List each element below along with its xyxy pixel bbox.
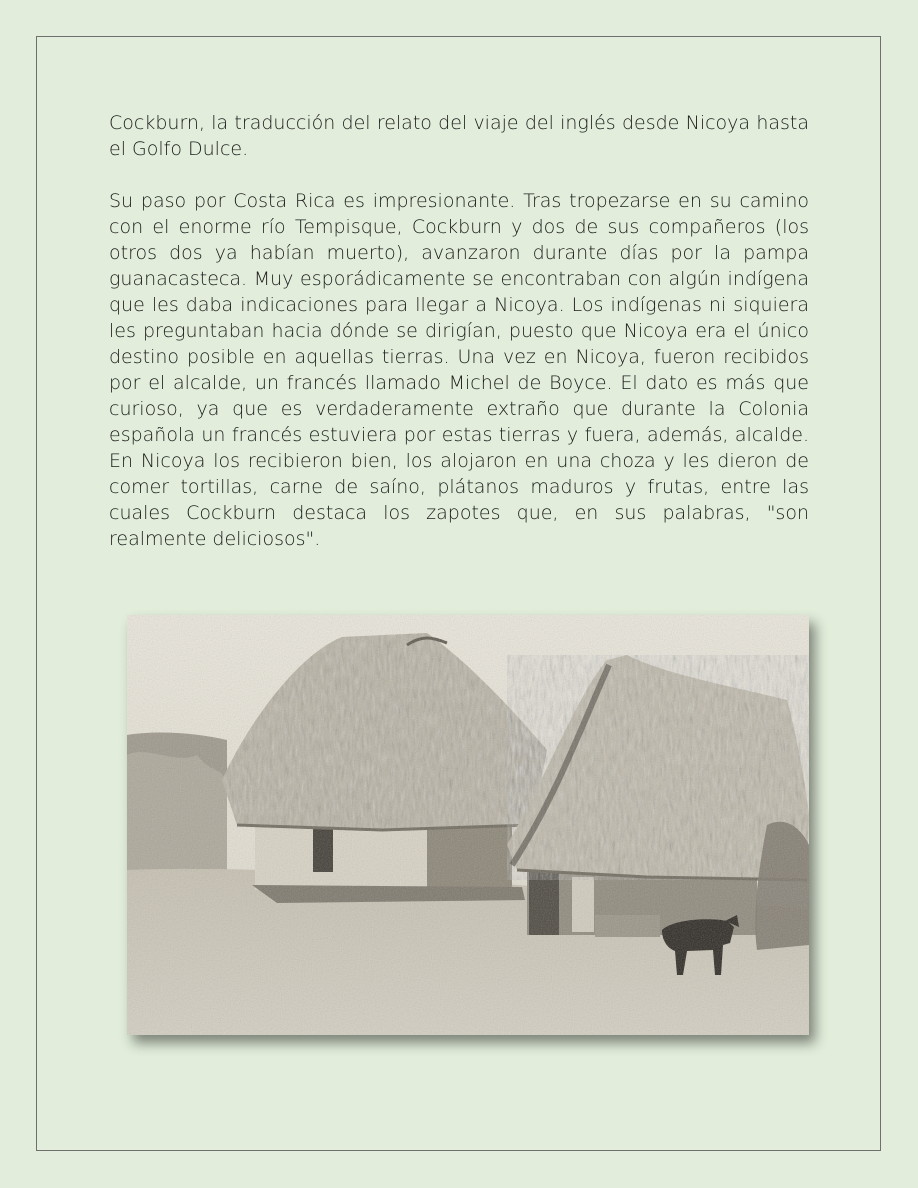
historical-photo-thatched-huts [127, 615, 809, 1035]
paragraph-intro: Cockburn, la traducción del relato del viaje del inglés desde Nicoya hasta el Golfo Dulce. [109, 112, 809, 160]
photo-grain-overlay [127, 615, 809, 1035]
photo-illustration [127, 615, 809, 1035]
body-text [109, 110, 809, 578]
paragraph-main: Su paso por Costa Rica es impresionante. Tras tropezarse en su camino con el enorme río Tempisque, Cockburn y dos de sus compañeros (los otros dos ya habían muerto), avanzaron durante días por la pampa guanacasteca. Muy esporádicamente se encontraban con algún indígena que les daba indicaciones para llegar a Nicoya. Los indígenas ni siquiera les preguntaban hacia dónde se dirigían, puesto que Nicoya era el único destino posible en aquellas tierras. Una vez en Nicoya, fueron recibidos por el alcalde, un francés llamado Michel de Boyce. El dato es más que curioso, ya que es verdaderamente extraño que durante la Colonia española un francés estuviera por estas tierras y fuera, además, alcalde. En Nicoya los recibieron bien, los alojaron en una choza y les dieron de comer tortillas, carne de saíno, plátanos maduros y frutas, entre las cuales Cockburn destaca los zapotes que, en sus palabras, "son realmente deliciosos". [109, 190, 809, 550]
